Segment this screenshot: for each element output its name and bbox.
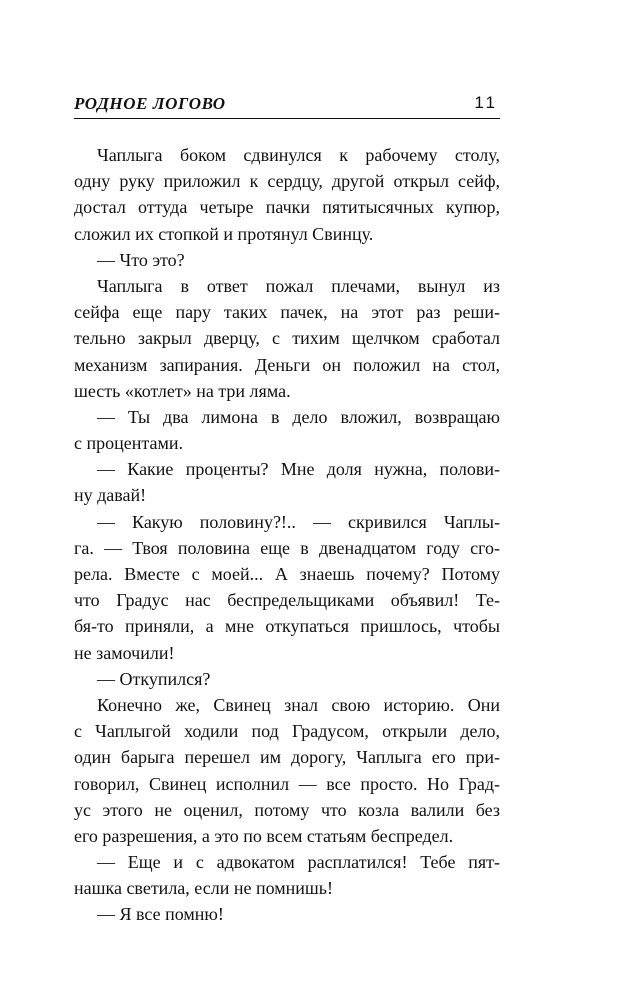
text-line: его разрешения, а это по всем статьям беспредел. [74, 825, 454, 846]
text-line: — Еще и с адвокатом расплатился! Тебе пят- [97, 852, 500, 873]
text-line: — Я все помню! [97, 904, 224, 925]
body-text [74, 142, 500, 928]
text-line: с Чаплыгой ходили под Градусом, открыли дело, [74, 721, 500, 742]
running-header [74, 92, 500, 119]
running-title: РОДНОЕ ЛОГОВО [74, 94, 226, 113]
text-line: нашка светила, если не помнишь! [74, 878, 333, 899]
text-line: — Какую половину?!.. — скривился Чаплы- [97, 511, 500, 532]
text-line: Чаплыга боком сдвинулся к рабочему столу, [97, 145, 500, 165]
text-line: тельно закрыл дверцу, с тихим щелчком сработал [74, 328, 500, 349]
text-line: ну давай! [74, 485, 147, 506]
text-line: достал оттуда четыре пачки пятитысячных купюр, [74, 197, 500, 218]
text-line: шесть «котлет» на три ляма. [74, 380, 291, 401]
text-line: ус этого не оценил, потому что козла валили без [74, 799, 500, 820]
text-line: рела. Вместе с моей... А знаешь почему? Потому [74, 564, 500, 584]
text-line: один барыга перешел им дорогу, Чаплыга его при- [74, 747, 500, 768]
text-line: сейфа еще пару таких пачек, на этот раз реши- [74, 302, 500, 323]
text-line: что Градус нас беспредельщиками объявил! Те- [74, 590, 500, 611]
text-line: Конечно же, Свинец знал свою историю. Они [97, 694, 500, 715]
text-line: — Какие проценты? Мне доля нужна, полови- [97, 459, 500, 480]
text-line: сложил их стопкой и протянул Свинцу. [74, 223, 374, 244]
text-line: бя-то приняли, а мне откупаться пришлось, чтобы [74, 616, 500, 637]
text-line: — Что это? [97, 249, 185, 270]
page-number: 11 [474, 93, 498, 112]
text-line: не замочили! [74, 642, 175, 663]
text-line: механизм запирания. Деньги он положил на стол, [74, 354, 500, 375]
text-line: — Ты два лимона в дело вложил, возвращаю [97, 406, 500, 427]
text-line: га. — Твоя половина еще в двенадцатом году сго- [74, 537, 500, 558]
text-line: — Откупился? [97, 668, 211, 689]
text-line: одну руку приложил к сердцу, другой открыл сейф, [74, 171, 500, 192]
text-line: Чаплыга в ответ пожал плечами, вынул из [97, 275, 500, 296]
text-line: говорил, Свинец исполнил — все просто. Но Град- [74, 773, 500, 794]
text-line: с процентами. [74, 433, 183, 454]
